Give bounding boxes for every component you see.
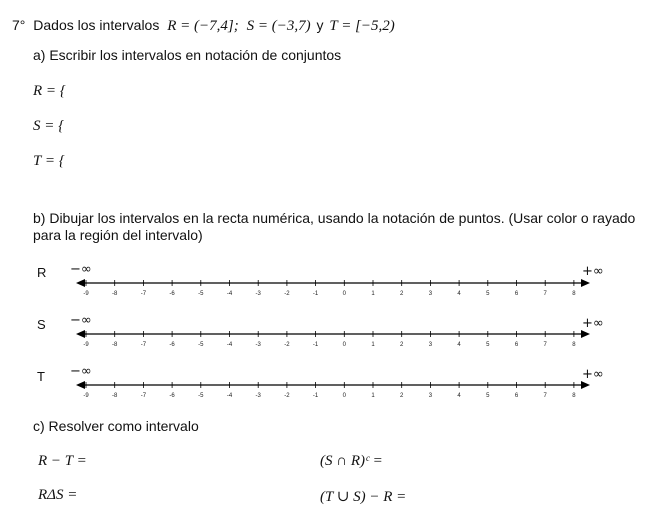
tick-label: 2 [400,342,404,348]
part-b-prompt-line1: b) Dibujar los intervalos en la recta numérica, usando la notación de puntos. (Usar color o rayado [33,210,636,226]
problem-header [12,17,395,35]
tick-label: 0 [342,291,346,297]
tick-label: 3 [428,342,433,348]
tick-label: -3 [255,393,261,399]
expr-symmetric-difference: RΔS = [38,487,78,503]
tick-label: 8 [572,291,576,297]
number-line-label-s: S [37,317,46,332]
number-line-label-r: R [37,265,47,280]
interval-s-definition: S = (−3,7) [246,18,311,34]
tick-label: 0 [342,342,346,348]
tick-label: 8 [572,342,576,348]
right-arrow-icon [581,279,590,287]
neg-infinity-t: −∞ [70,364,92,379]
tick-label: 1 [371,393,375,399]
number-line-s[interactable] [74,327,594,351]
tick-label: 3 [428,393,433,399]
pos-infinity-s: +∞ [582,316,604,331]
neg-infinity-s: −∞ [70,313,92,328]
tick-label: -1 [312,393,319,399]
tick-label: 7 [543,393,547,399]
pos-infinity-t: +∞ [582,367,604,382]
tick-label: -7 [140,393,147,399]
tick-label: 4 [457,342,461,348]
left-arrow-icon [76,279,85,287]
tick-label: -8 [112,393,118,399]
number-line-t[interactable] [74,378,594,402]
tick-label: 4 [457,291,461,297]
tick-label: 1 [371,291,375,297]
tick-label: 6 [514,342,519,348]
tick-label: -2 [284,342,290,348]
tick-label: -8 [112,342,118,348]
tick-label: -5 [198,291,204,297]
right-arrow-icon [581,330,590,338]
part-b-prompt-line2: para la región del intervalo) [33,227,203,243]
expr-complement-s-cap-r: (S ∩ R)ᶜ = [320,453,383,469]
tick-label: 7 [543,291,547,297]
set-notation-t: T = { [33,153,65,169]
tick-label: 2 [400,393,404,399]
tick-label: -9 [83,342,89,348]
tick-label: 4 [457,393,461,399]
tick-label: -8 [112,291,118,297]
tick-label: 5 [486,393,490,399]
tick-label: -3 [255,342,261,348]
tick-label: 0 [342,393,346,399]
tick-label: -6 [169,393,175,399]
interval-r-definition: R = (−7,4]; [167,18,239,34]
set-notation-s: S = { [33,118,65,134]
part-a-prompt: a) Escribir los intervalos en notación de conjuntos [33,47,342,63]
tick-label: 1 [371,342,375,348]
tick-label: -6 [169,342,175,348]
left-arrow-icon [76,330,85,338]
tick-label: 3 [428,291,433,297]
tick-label: -5 [198,342,204,348]
tick-label: -1 [312,342,319,348]
tick-label: -7 [140,342,147,348]
part-c-prompt: c) Resolver como intervalo [33,418,199,434]
tick-label: 7 [543,342,547,348]
tick-label: 2 [400,291,404,297]
pos-infinity-r: +∞ [582,264,604,279]
tick-label: -9 [83,393,89,399]
tick-label: 6 [514,291,519,297]
neg-infinity-r: −∞ [70,262,92,277]
tick-label: -9 [83,291,89,297]
tick-label: -2 [284,393,290,399]
tick-label: -5 [198,393,204,399]
expr-t-union-s-minus-r: (T ∪ S) − R = [320,489,407,505]
conjunction: y [316,17,324,33]
tick-label: -4 [226,342,233,348]
number-line-label-t: T [37,369,45,384]
tick-label: -7 [140,291,147,297]
tick-label: 6 [514,393,519,399]
tick-label: 5 [486,291,490,297]
tick-label: -1 [312,291,319,297]
problem-intro: Dados los intervalos [33,17,160,33]
tick-label: -4 [226,393,233,399]
tick-label: -4 [226,291,233,297]
number-line-r[interactable] [74,276,594,300]
tick-label: -2 [284,291,290,297]
left-arrow-icon [76,381,85,389]
expr-r-minus-t: R − T = [38,453,87,469]
tick-label: -3 [255,291,261,297]
interval-t-definition: T = [−5,2) [329,18,395,34]
set-notation-r: R = { [33,83,66,99]
problem-number: 7° [12,17,26,33]
tick-label: 5 [486,342,490,348]
right-arrow-icon [581,381,590,389]
tick-label: 8 [572,393,576,399]
tick-label: -6 [169,291,175,297]
